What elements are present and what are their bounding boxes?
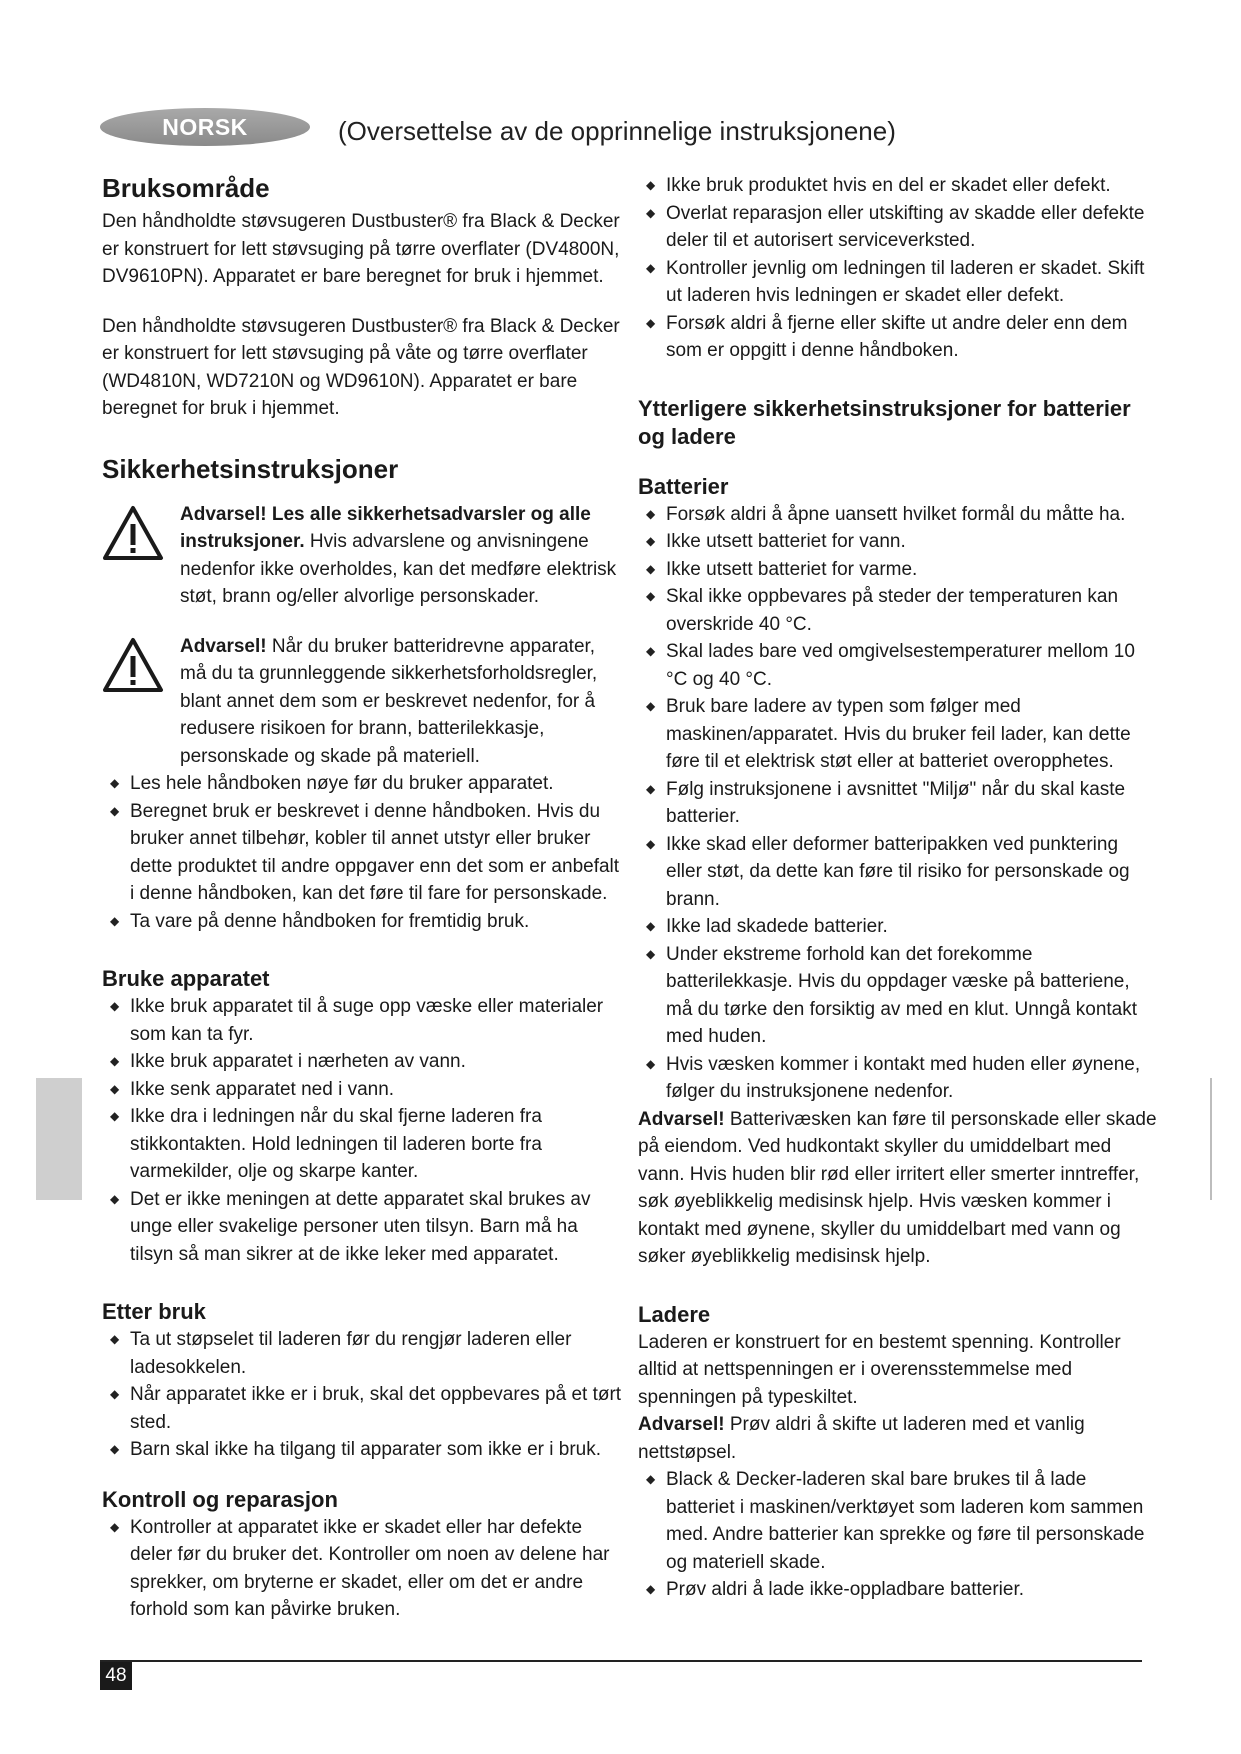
section-title-additional-safety: Ytterligere sikkerhetsinstruksjoner for batterier og ladere bbox=[638, 395, 1131, 449]
right-margin-mark bbox=[1210, 1078, 1212, 1200]
list-item: ◆ Skal lades bare ved omgivelsestemperaturer mellom 10 °C og 40 °C. bbox=[638, 638, 1158, 693]
bullet-icon: ◆ bbox=[646, 644, 656, 658]
language-badge: NORSK bbox=[100, 108, 310, 146]
footer-rule bbox=[100, 1660, 1142, 1662]
list-item: ◆ Ikke skad eller deformer batteripakken ved punktering eller støt, da dette kan føre til risiko for personskade og brann. bbox=[638, 831, 1158, 914]
after-use-list bbox=[102, 1326, 622, 1464]
list-item: ◆ Forsøk aldri å fjerne eller skifte ut andre deler enn dem som er oppgitt i denne håndboken. bbox=[638, 310, 1158, 365]
list-item: ◆ Overlat reparasjon eller utskifting av skadde eller defekte deler til et autorisert serviceverksted. bbox=[638, 200, 1158, 255]
list-item: ◆ Ikke bruk apparatet i nærheten av vann. bbox=[102, 1048, 622, 1076]
list-item: ◆ Det er ikke meningen at dette apparatet skal brukes av unge eller svakelige personer uten tilsyn. Barn må ha tilsyn så man sikrer at de ikke leker med apparatet. bbox=[102, 1186, 622, 1269]
page-number: 48 bbox=[100, 1662, 132, 1690]
section-title-after-use: Etter bruk bbox=[102, 1299, 206, 1324]
warning-2-text: Når du bruker batteridrevne apparater, må du ta grunnleggende sikkerhetsforholdsregler, blant annet dem som er beskrevet nedenfor, for å redusere risikoen for brann, batterilekkasje, personskade og skade på materiell. bbox=[180, 635, 598, 767]
section-title-chargers: Ladere bbox=[638, 1301, 711, 1327]
section-title-intended-use: Bruksområde bbox=[102, 173, 270, 203]
inspection-list bbox=[102, 1514, 622, 1624]
list-item: ◆ Ikke senk apparatet ned i vann. bbox=[102, 1076, 622, 1104]
bullet-icon: ◆ bbox=[646, 699, 656, 713]
list-item: ◆ Les hele håndboken nøye før du bruker apparatet. bbox=[102, 770, 622, 798]
bullet-icon: ◆ bbox=[646, 836, 656, 851]
intended-use-paragraph-1: Den håndholdte støvsugeren Dustbuster® fra Black & Decker er konstruert for lett støvsuging på tørre overflater (DV4800N, DV9610PN). Apparatet er bare beregnet for bruk i hjemmet. bbox=[102, 211, 620, 287]
intended-use-paragraph-2: Den håndholdte støvsugeren Dustbuster® fra Black & Decker er konstruert for lett støvsuging på våte og tørre overflater (WD4810N, WD7210N og WD9610N). Apparatet er bare beregnet for bruk i hjemmet. bbox=[102, 315, 620, 419]
section-title-batteries: Batterier bbox=[638, 473, 729, 499]
bullet-icon: ◆ bbox=[110, 1442, 120, 1456]
bullet-icon: ◆ bbox=[110, 1109, 120, 1123]
list-item: ◆ Hvis væsken kommer i kontakt med huden eller øynene, følger du instruksjonene nedenfor. bbox=[638, 1051, 1158, 1106]
list-item: ◆ Ta ut støpselet til laderen før du rengjør laderen eller ladesokkelen. bbox=[102, 1326, 622, 1381]
list-item: ◆ Følg instruksjonene i avsnittet "Miljø" når du skal kaste batterier. bbox=[638, 776, 1158, 831]
page-subtitle: (Oversettelse av de opprinnelige instruksjonene) bbox=[338, 116, 896, 146]
bullet-icon: ◆ bbox=[646, 315, 656, 330]
bullet-icon: ◆ bbox=[110, 776, 120, 790]
list-item: ◆ Black & Decker-laderen skal bare brukes til å lade batteriet i maskinen/verktøyet som laderen kom sammen med. Andre batterier kan sprekke og føre til personskade og materiell skade. bbox=[638, 1466, 1158, 1576]
list-item: ◆ Ikke bruk apparatet til å suge opp væske eller materialer som kan ta fyr. bbox=[102, 993, 622, 1048]
bullet-icon: ◆ bbox=[646, 506, 656, 521]
charger-warning-bold: Advarsel! bbox=[638, 1414, 725, 1435]
bullet-icon: ◆ bbox=[110, 1054, 120, 1068]
list-item: ◆ Barn skal ikke ha tilgang til apparater som ikke er i bruk. bbox=[102, 1436, 622, 1464]
right-column bbox=[638, 172, 1158, 1604]
battery-warning-text: Batterivæsken kan føre til personskade eller skade på eiendom. Ved hudkontakt skyller du umiddelbart med vann. Hvis huden blir rød eller irritert eller smerter inntreffer, søk øyeblikkelig medisinsk hjelp. Hvis væsken kommer i kontakt med øynene, skyller du umiddelbart med vann og søker øyeblikkelig medisinsk hjelp. bbox=[638, 1108, 1157, 1267]
battery-warning-paragraph bbox=[638, 1106, 1158, 1271]
list-item: ◆ Ta vare på denne håndboken for fremtidig bruk. bbox=[102, 908, 622, 936]
bullet-icon: ◆ bbox=[646, 781, 656, 796]
bullet-icon: ◆ bbox=[646, 1472, 656, 1486]
charger-warning-paragraph bbox=[638, 1411, 1158, 1466]
section-title-safety: Sikkerhetsinstruksjoner bbox=[102, 453, 399, 484]
list-item: ◆ Ikke utsett batteriet for varme. bbox=[638, 556, 1158, 584]
bullet-icon: ◆ bbox=[646, 946, 656, 961]
warning-1-bold: Advarsel! Les alle sikkerhetsadvarsler og alle instruksjoner. bbox=[180, 503, 591, 552]
list-item: ◆ Ikke dra i ledningen når du skal fjerne laderen fra stikkontakten. Hold ledningen til laderen borte fra varmekilder, olje og skarpe kanter. bbox=[102, 1103, 622, 1186]
warning-block-2 bbox=[102, 633, 622, 771]
list-item: ◆ Ikke bruk produktet hvis en del er skadet eller defekt. bbox=[638, 172, 1158, 200]
bullet-icon: ◆ bbox=[646, 178, 656, 192]
bullet-icon: ◆ bbox=[110, 1387, 120, 1401]
list-item: ◆ Forsøk aldri å åpne uansett hvilket formål du måtte ha. bbox=[638, 501, 1158, 529]
bullet-icon: ◆ bbox=[646, 1582, 656, 1596]
list-item: ◆ Skal ikke oppbevares på steder der temperaturen kan overskride 40 °C. bbox=[638, 583, 1158, 638]
bullet-icon: ◆ bbox=[110, 1191, 120, 1206]
list-item: ◆ Bruk bare ladere av typen som følger med maskinen/apparatet. Hvis du bruker feil lader, kan dette føre til et elektrisk støt eller at batteriet overopphetes. bbox=[638, 693, 1158, 776]
bullet-icon: ◆ bbox=[110, 1332, 120, 1346]
list-item: ◆ Når apparatet ikke er i bruk, skal det oppbevares på et tørt sted. bbox=[102, 1381, 622, 1436]
section-title-inspection: Kontroll og reparasjon bbox=[102, 1486, 338, 1512]
section-title-using: Bruke apparatet bbox=[102, 966, 270, 991]
list-item: ◆ Ikke lad skadede batterier. bbox=[638, 913, 1158, 941]
list-item: ◆ Prøv aldri å lade ikke-oppladbare batterier. bbox=[638, 1576, 1158, 1604]
list-item: ◆ Kontroller jevnlig om ledningen til laderen er skadet. Skift ut laderen hvis ledningen er skadet eller defekt. bbox=[638, 255, 1158, 310]
batteries-list bbox=[638, 501, 1158, 1106]
list-item: ◆ Kontroller at apparatet ikke er skadet eller har defekte deler før du bruker det. Kontroller om noen av delene har sprekker, om bryterne er skadet, eller om det er andre forhold som kan påvirke bruken. bbox=[102, 1514, 622, 1624]
charger-warning-text: Prøv aldri å skifte ut laderen med et vanlig nettstøpsel. bbox=[638, 1414, 1085, 1463]
list-item: ◆ Under ekstreme forhold kan det forekomme batterilekkasje. Hvis du oppdager væske på batteriene, må du tørke den forsiktig av med en klut. Unngå kontakt med huden. bbox=[638, 941, 1158, 1051]
bullet-icon: ◆ bbox=[646, 260, 656, 275]
inspection-continued-list bbox=[638, 172, 1158, 365]
side-tab-marker bbox=[36, 1078, 82, 1200]
list-item: ◆ Ikke utsett batteriet for vann. bbox=[638, 528, 1158, 556]
bullet-icon: ◆ bbox=[646, 919, 656, 933]
bullet-icon: ◆ bbox=[646, 589, 656, 603]
chargers-list bbox=[638, 1466, 1158, 1604]
bullet-icon: ◆ bbox=[110, 803, 120, 818]
left-column bbox=[102, 172, 622, 1624]
bullet-icon: ◆ bbox=[646, 561, 656, 576]
list-item: ◆ Beregnet bruk er beskrevet i denne håndboken. Hvis du bruker annet tilbehør, kobler til annet utstyr eller bruker dette produktet til andre oppgaver enn det som er anbefalt i denne håndboken, kan det føre til fare for personskade. bbox=[102, 798, 622, 908]
bullet-icon: ◆ bbox=[646, 1056, 656, 1071]
battery-warning-bold: Advarsel! bbox=[638, 1108, 725, 1130]
bullet-icon: ◆ bbox=[646, 534, 656, 548]
chargers-paragraph: Laderen er konstruert for en bestemt spenning. Kontroller alltid at nettspenningen er i overensstemmelse med spenningen på typeskiltet. bbox=[638, 1331, 1121, 1408]
warning-1-text: Hvis advarslene og anvisningene nedenfor ikke overholdes, kan det medføre elektrisk støt, brann og/eller alvorlige personskader. bbox=[180, 531, 617, 607]
safety-list bbox=[102, 770, 622, 935]
bullet-icon: ◆ bbox=[110, 1519, 120, 1534]
bullet-icon: ◆ bbox=[110, 1081, 120, 1096]
bullet-icon: ◆ bbox=[110, 913, 120, 928]
warning-triangle-icon bbox=[102, 505, 164, 561]
warning-block-1 bbox=[102, 501, 622, 611]
warning-triangle-icon bbox=[102, 637, 164, 693]
bullet-icon: ◆ bbox=[110, 999, 120, 1013]
using-list bbox=[102, 993, 622, 1268]
warning-2-bold: Advarsel! bbox=[180, 635, 267, 657]
bullet-icon: ◆ bbox=[646, 205, 656, 220]
